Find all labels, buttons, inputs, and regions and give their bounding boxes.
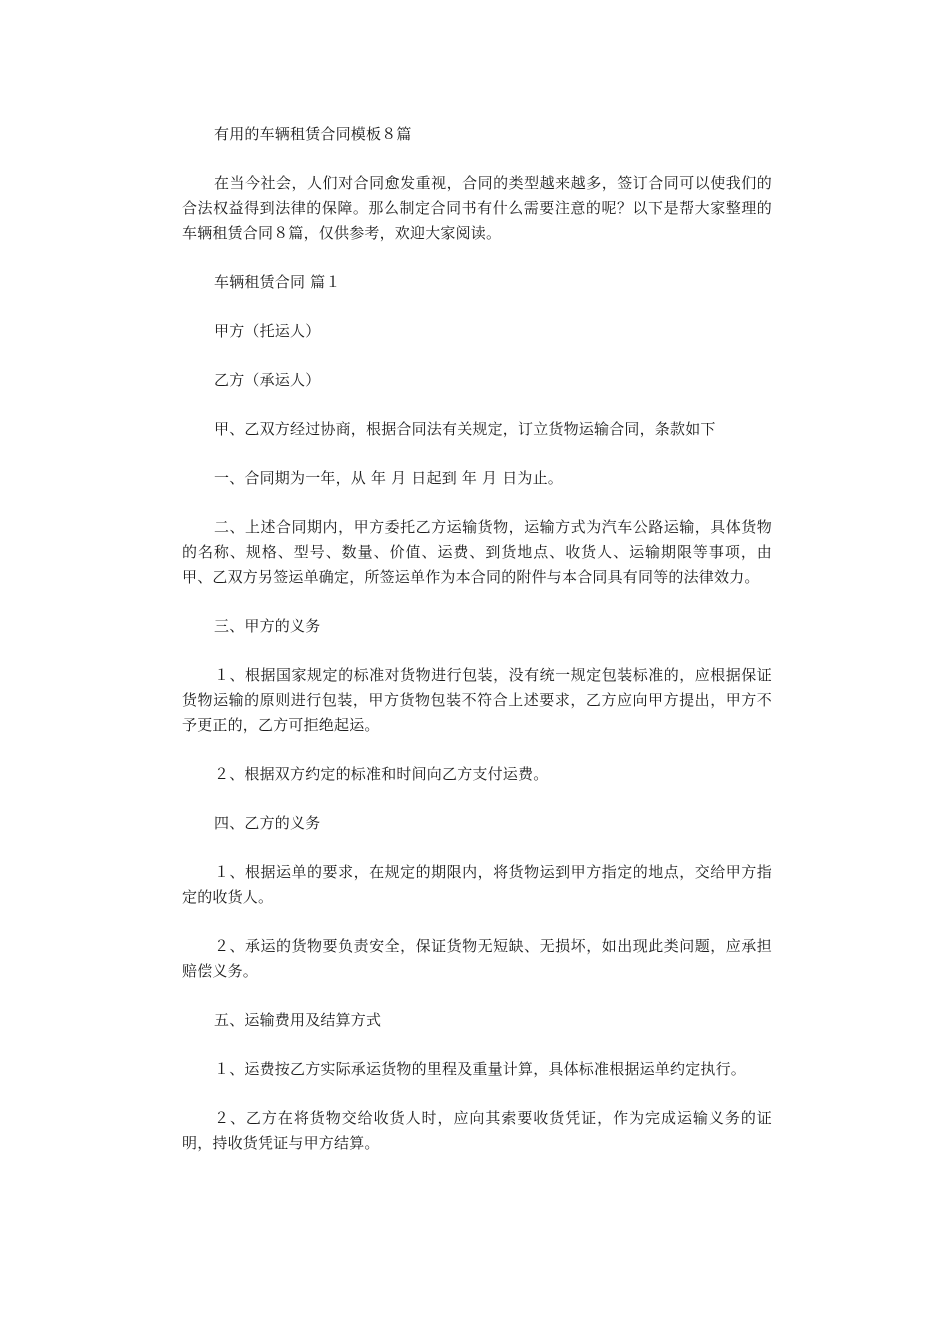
- document-title: 有用的车辆租赁合同模板８篇: [214, 125, 412, 143]
- clause-paragraph: 一、合同期为一年，从 年 月 日起到 年 月 日为止。: [214, 469, 564, 487]
- clause-paragraph: ２、根据双方约定的标准和时间向乙方支付运费。: [214, 765, 549, 783]
- clause-paragraph: １、根据运单的要求，在规定的期限内，将货物运到甲方指定的地点，交给甲方指定的收货人。: [182, 863, 772, 906]
- section-heading: 车辆租赁合同 篇１: [214, 273, 341, 291]
- clause-paragraph: １、运费按乙方实际承运货物的里程及重量计算，具体标准根据运单约定执行。: [214, 1060, 747, 1078]
- clause-paragraph: ２、承运的货物要负责安全，保证货物无短缺、无损坏，如出现此类问题，应承担赔偿义务。: [182, 937, 772, 980]
- preamble-paragraph: 甲、乙双方经过协商，根据合同法有关规定，订立货物运输合同，条款如下: [214, 420, 716, 438]
- clause-heading: 四、乙方的义务: [214, 814, 321, 832]
- clause-paragraph: 二、上述合同期内，甲方委托乙方运输货物，运输方式为汽车公路运输，具体货物的名称、规格、型号、数量、价值、运费、到货地点、收货人、运输期限等事项，由甲、乙双方另签运单确定，所签运单作为本合同的附件与本合同具有同等的法律效力。: [182, 518, 772, 586]
- clause-heading: 三、甲方的义务: [214, 617, 321, 635]
- document-body: [182, 122, 772, 1180]
- clause-heading: 五、运输费用及结算方式: [214, 1011, 382, 1029]
- party-b-line: 乙方（承运人）: [214, 371, 321, 389]
- party-a-line: 甲方（托运人）: [214, 322, 321, 340]
- clause-paragraph: ２、乙方在将货物交给收货人时，应向其索要收货凭证，作为完成运输义务的证明，持收货凭证与甲方结算。: [182, 1109, 772, 1152]
- clause-paragraph: １、根据国家规定的标准对货物进行包装，没有统一规定包装标准的，应根据保证货物运输的原则进行包装，甲方货物包装不符合上述要求，乙方应向甲方提出，甲方不予更正的，乙方可拒绝起运。: [182, 666, 772, 734]
- intro-paragraph: 在当今社会，人们对合同愈发重视，合同的类型越来越多，签订合同可以使我们的合法权益得到法律的保障。那么制定合同书有什么需要注意的呢？以下是帮大家整理的车辆租赁合同８篇，仅供参考，欢迎大家阅读。: [182, 174, 772, 242]
